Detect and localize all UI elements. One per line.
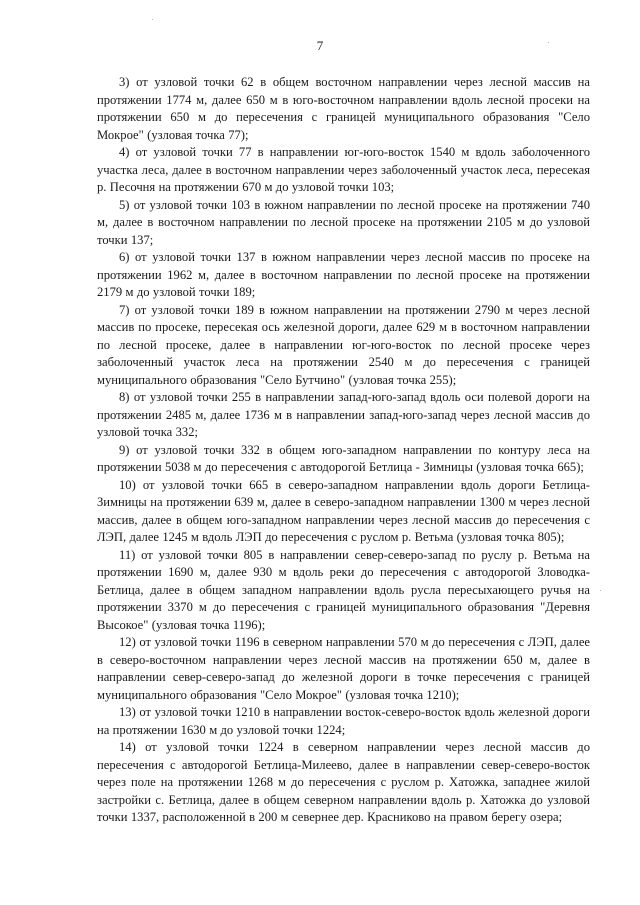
scan-speck: [152, 19, 153, 20]
paragraph-item-3: 3) от узловой точки 62 в общем восточном направлении через лесной массив на протяжении 1774 м, далее 650 м в юго-восточном направлении вдоль лесной просеки на протяжении 650 м до пересечения с границей муниципального образования "Село Мокрое" (узловая точка 77);: [97, 75, 590, 142]
paragraph-item-11: 11) от узловой точки 805 в направлении север-северо-запад по руслу р. Ветьма на протяжении 1690 м, далее 930 м вдоль реки до пересечения с автодорогой Зловодка-Бетлица, далее в общем западном направлении вдоль русла пересыхающего ручья на протяжении 3370 м до пересечения с границей муниципального образования "Деревня Высокое" (узловая точка 1196);: [97, 547, 590, 632]
scan-speck: [600, 590, 601, 591]
boundary-description: [97, 74, 590, 827]
paragraph-item-9: 9) от узловой точки 332 в общем юго-западном направлении по контуру леса на протяжении 5038 м до пересечения с автодорогой Бетлица - Зимницы (узловая точка 665);: [97, 442, 590, 474]
paragraph-item-7: 7) от узловой точки 189 в южном направлении на протяжении 2790 м через лесной массив по просеке, пересекая ось железной дороги, далее 629 м в восточном направлении по лесной просеке, далее в направлении юг-юго-восток по лесной просеке через заболоченный участок леса на протяжении 2540 м до пересечения с границей муниципального образования "Село Бутчино" (узловая точка 255);: [97, 302, 590, 387]
paragraph-item-4: 4) от узловой точки 77 в направлении юг-юго-восток 1540 м вдоль заболоченного участка леса, далее в восточном направлении через заболоченный участок леса, пересекая р. Песочня на протяжении 670 м до узловой точки 103;: [97, 145, 590, 194]
paragraph-item-6: 6) от узловой точки 137 в южном направлении через лесной массив по просеке на протяжении 1962 м, далее в восточном направлении по лесной просеке на протяжении 2179 м до узловой точки 189;: [97, 250, 590, 299]
paragraph-item-5: 5) от узловой точки 103 в южном направлении по лесной просеке на протяжении 740 м, далее в восточном направлении по лесной просеке на протяжении 2105 м до узловой точки 137;: [97, 197, 590, 247]
paragraph-item-14: 14) от узловой точки 1224 в северном направлении через лесной массив до пересечения с автодорогой Бетлица-Милеево, далее в направлении север-северо-восток через поле на протяжении 1268 м до пересечения с руслом р. Хатожка, западнее жилой застройки с. Бетлица, далее в общем северном направлении вдоль р. Хатожка до узловой точки 1337, расположенной в 200 м севернее дер. Красниково на правом берегу озера;: [97, 740, 590, 824]
paragraph-item-8: 8) от узловой точки 255 в направлении запад-юго-запад вдоль оси полевой дороги на протяжении 2485 м, далее 1736 м в направлении запад-юго-запад через лесной массив до узловой точка 332;: [97, 390, 590, 439]
paragraph-item-12: 12) от узловой точки 1196 в северном направлении 570 м до пересечения с ЛЭП, далее в северо-восточном направлении через лесной массив на протяжении 650 м, далее в направлении север-северо-запад до железной дороги в точке пересечения с границей муниципального образования "Село Мокрое" (узловая точка 1210);: [97, 635, 590, 702]
page-number: 7: [316, 38, 324, 53]
scan-speck: [548, 42, 549, 43]
paragraph-item-10: 10) от узловой точки 665 в северо-западном направлении вдоль дороги Бетлица-Зимницы на протяжении 639 м, далее в северо-западном направлении 1300 м через лесной массив, далее в общем юго-западном направлении через лесной массив до пересечения с ЛЭП, далее 1245 м вдоль ЛЭП до пересечения с руслом р. Ветьма (узловая точка 805);: [97, 477, 590, 544]
paragraph-item-13: 13) от узловой точки 1210 в направлении восток-северо-восток вдоль железной дороги на протяжении 1630 м до узловой точки 1224;: [97, 705, 590, 737]
